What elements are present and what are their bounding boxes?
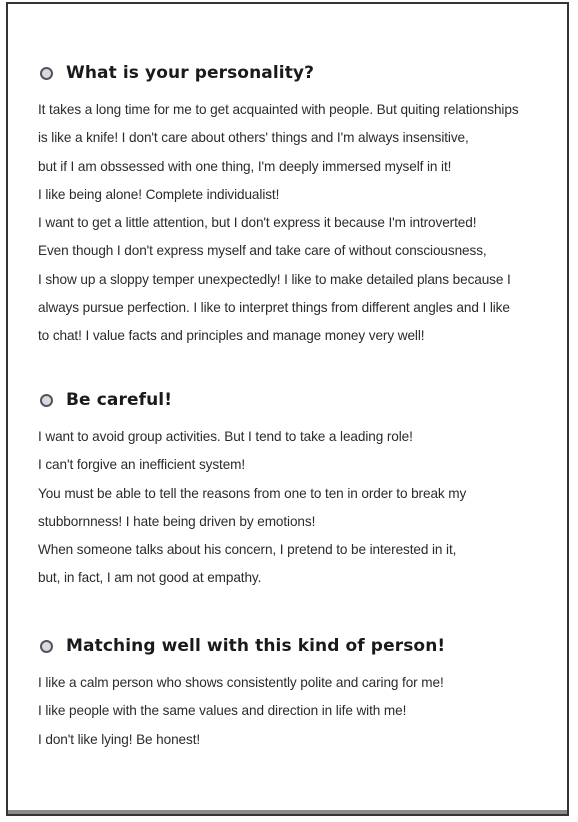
text-line: I like people with the same values and direction in life with me!	[38, 703, 407, 719]
text-line: but if I am obssessed with one thing, I'm deeply immersed myself in it!	[38, 158, 452, 174]
text-line: When someone talks about his concern, I pretend to be interested in it,	[38, 542, 457, 558]
text-line: It takes a long time for me to get acquainted with people. But quiting relationships	[38, 102, 519, 117]
circle-bullet-icon	[40, 640, 53, 653]
text-line: always pursue perfection. I like to interpret things from different angles and I like	[38, 300, 510, 316]
text-line: is like a knife! I don't care about others' things and I'm always insensitive,	[38, 130, 469, 146]
circle-bullet-icon	[40, 67, 53, 80]
text-line: I can't forgive an inefficient system!	[38, 457, 246, 473]
section-body	[38, 423, 574, 593]
text-line: I like a calm person who shows consistently polite and caring for me!	[38, 675, 444, 690]
text-line: I don't like lying! Be honest!	[38, 731, 201, 747]
section-title: Matching well with this kind of person!	[66, 636, 446, 656]
section-title: Be careful!	[66, 390, 173, 410]
text-line: but, in fact, I am not good at empathy.	[38, 570, 262, 586]
text-line: I show up a sloppy temper unexpectedly! I like to make detailed plans because I	[38, 271, 511, 287]
text-line: I like being alone! Complete individualist!	[38, 186, 280, 202]
section-heading	[38, 387, 574, 413]
section-heading	[38, 60, 574, 86]
section-body	[38, 96, 574, 351]
section-personality	[38, 60, 574, 351]
section-matching	[38, 633, 574, 754]
bottom-divider	[8, 810, 567, 814]
text-line: I want to get a little attention, but I don't express it because I'm introverted!	[38, 215, 477, 231]
text-line: I want to avoid group activities. But I tend to take a leading role!	[38, 429, 413, 444]
section-title: What is your personality?	[66, 63, 315, 83]
text-line: Even though I don't express myself and take care of without consciousness,	[38, 243, 487, 259]
text-line: You must be able to tell the reasons from one to ten in order to break my	[38, 485, 467, 501]
text-line: to chat! I value facts and principles and manage money very well!	[38, 328, 425, 344]
document-frame	[6, 2, 569, 816]
text-line: stubbornness! I hate being driven by emotions!	[38, 513, 316, 529]
section-heading	[38, 633, 574, 659]
circle-bullet-icon	[40, 394, 53, 407]
section-body	[38, 669, 574, 754]
section-be-careful	[38, 387, 574, 593]
